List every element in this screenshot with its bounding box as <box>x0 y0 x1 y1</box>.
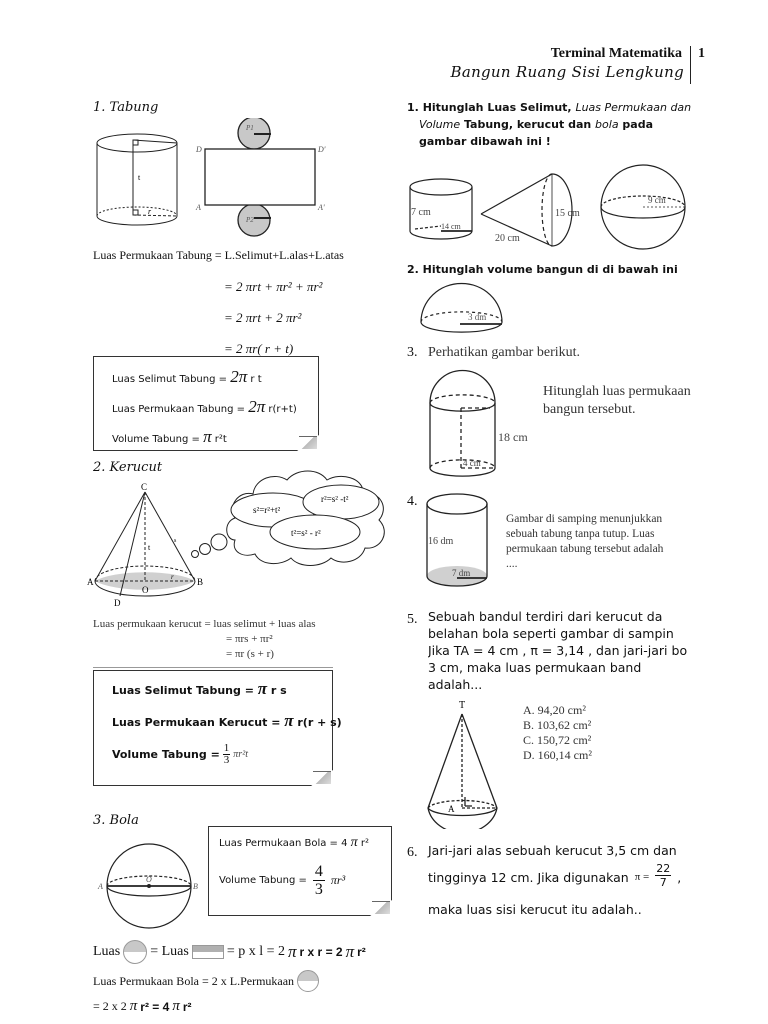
option-b[interactable]: B. 103,62 cm² <box>523 718 592 732</box>
note-line-volume: Volume Tabung = $\frac{1}{3}$ πr²t <box>112 742 248 766</box>
tabung-step-1: = 2 πrt + πr² + πr² <box>224 279 323 294</box>
kerucut-formula-note <box>93 670 342 786</box>
cylinder-radius-label: r <box>148 207 152 216</box>
sphere-diagram <box>92 830 202 930</box>
cone-label-B: B <box>197 577 204 587</box>
cylinder-figure <box>97 134 177 225</box>
cone-label-C: C <box>141 482 148 492</box>
hemisphere-radius-label: 3 dm <box>468 312 487 322</box>
question-1-figures <box>405 163 705 253</box>
question-2: 2. Hitunglah volume bangun di di bawah ini <box>407 263 678 276</box>
sphere-center-dot <box>147 884 151 888</box>
question-5-options <box>523 703 592 763</box>
kerucut-step-1: = πrs + πr² <box>226 633 273 645</box>
cone-figure <box>95 492 195 596</box>
net-label-A-prime: A' <box>318 203 325 212</box>
tabung-surface-formula-intro: Luas Permukaan Tabung = L.Selimut+L.alas+L.atas <box>93 248 344 262</box>
cylinder-net <box>205 118 315 236</box>
half-sphere-icon <box>297 970 319 992</box>
cone-slant-label: s <box>174 538 177 544</box>
question-3-instruction: Hitunglah luas permukaan bangun tersebut. <box>543 384 691 417</box>
question-6-line-2: tingginya 12 cm. Jika digunakan π = $\frac{22}{7}$ , <box>428 862 682 889</box>
fraction-one-third: $\frac{1}{3}$ <box>223 742 230 766</box>
question-6-line-3: maka luas sisi kerucut itu adalah.. <box>428 902 642 917</box>
thought-cloud <box>185 462 395 572</box>
header-subtitle: Bangun Ruang Sisi Lengkung <box>450 63 684 81</box>
kerucut-step-2: = πr (s + r) <box>226 648 274 660</box>
note-line-volume: Volume Tabung = $\frac{4}{3}$ πr³ <box>219 863 346 898</box>
open-cylinder-radius-label: 7 dm <box>452 568 471 578</box>
q1-cone-diameter-label: 15 cm <box>555 208 580 219</box>
open-cylinder-height-label: 16 dm <box>428 536 454 547</box>
section-heading-bola: 3. Bola <box>93 813 139 828</box>
open-cylinder-figure <box>422 488 497 598</box>
bola-formula-note <box>208 826 392 916</box>
note-line-volume: Volume Tabung = π r²t <box>112 427 227 446</box>
rectangle-icon <box>192 945 224 959</box>
cylinder-height-label: t <box>138 173 141 182</box>
question-4-number: 4. <box>407 494 418 509</box>
pendulum-label-T: T <box>459 700 466 711</box>
fraction-22-7: $\frac{22}{7}$ <box>656 862 671 889</box>
tabung-formula-note <box>93 356 319 451</box>
tabung-step-3: = 2 πr( r + t) <box>224 341 294 356</box>
tabung-step-2: = 2 πrt + 2 πr² <box>224 310 302 325</box>
header-divider <box>690 46 691 84</box>
half-sphere-icon <box>123 940 147 964</box>
cylinder-diagram <box>88 118 378 243</box>
q1-sphere <box>601 165 685 249</box>
sphere-label-O: O <box>146 875 152 884</box>
net-label-D-prime: D' <box>318 145 326 154</box>
capsule-radius-label: 4 cm <box>463 458 481 468</box>
question-3: 3. Perhatikan gambar berikut. <box>407 345 581 360</box>
kerucut-surface-formula-intro: Luas permukaan kerucut = luas selimut + luas alas <box>93 618 316 630</box>
option-a[interactable]: A. 94,20 cm² <box>523 703 586 717</box>
cone-label-O: O <box>142 585 149 595</box>
note-line-permukaan: Luas Permukaan Bola = 4 π r² <box>219 835 369 850</box>
cone-height-label: t <box>148 543 151 552</box>
cloud-formula-s: s²=r²+t² <box>253 505 281 515</box>
cloud-formula-r: r²=s² -t² <box>321 494 349 504</box>
cone-radius-label: r <box>171 573 174 581</box>
capsule-height-label: 18 cm <box>498 430 528 444</box>
question-5-text: Sebuah bandul terdiri dari kerucut da belahan bola seperti gambar di sampin Jika TA = 4 cm , π = 3,14 , dan jari-jari bo 3 cm, maka luas permukaan band adalah... <box>428 609 688 692</box>
option-d[interactable]: D. 160,14 cm² <box>523 748 592 762</box>
sphere-label-A: A <box>98 882 103 891</box>
bola-equation-1: Luas = Luas = p x l = 2 π r x r = 2 π r² <box>93 940 366 964</box>
net-label-A: A <box>196 203 201 212</box>
divider <box>93 667 333 668</box>
net-label-P1: P1 <box>246 124 254 132</box>
question-4-text: Gambar di samping menunjukkan sebuah tabung tanpa tutup. Luas permukaan tabung tersebut adalah .... <box>506 513 664 570</box>
bola-equation-3: = 2 x 2 π r² = 4 π r² <box>93 998 192 1014</box>
q1-cyl-radius-label: 14 cm <box>441 222 461 231</box>
q1-cone-slant-label: 20 cm <box>495 233 520 244</box>
bola-equation-2: Luas Permukaan Bola = 2 x L.Permukaan <box>93 970 319 992</box>
section-heading-kerucut: 2. Kerucut <box>93 460 163 475</box>
question-5-number: 5. <box>407 612 418 627</box>
sphere-label-B: B <box>193 882 198 891</box>
note-line-selimut: Luas Selimut Tabung = π r s <box>112 679 287 698</box>
header-title: Terminal Matematika <box>550 46 682 61</box>
net-label-D: D <box>196 145 202 154</box>
note-line-permukaan: Luas Permukaan Kerucut = π r(r + s) <box>112 711 342 730</box>
question-6-line-1: Jari-jari alas sebuah kerucut 3,5 cm dan <box>428 843 677 858</box>
net-label-P2: P2 <box>246 216 254 224</box>
cone-label-D: D <box>114 598 121 608</box>
fraction-four-thirds: $\frac{4}{3}$ <box>314 863 323 898</box>
hemisphere-figure <box>418 280 508 340</box>
pendulum-figure <box>418 694 508 829</box>
question-6-number: 6. <box>407 845 418 860</box>
pendulum-label-A: A <box>448 804 455 814</box>
cone-label-A: A <box>87 577 94 587</box>
capsule-figure <box>425 368 535 478</box>
note-line-selimut: Luas Selimut Tabung = 2π r t <box>112 367 262 386</box>
section-heading-tabung: 1. Tabung <box>93 100 159 115</box>
q1-cyl-height-label: 7 cm <box>411 207 431 218</box>
option-c[interactable]: C. 150,72 cm² <box>523 733 592 747</box>
page-number: 1 <box>698 46 705 61</box>
q1-sphere-radius-label: 9 cm <box>648 195 666 205</box>
note-line-permukaan: Luas Permukaan Tabung = 2π r(r+t) <box>112 397 297 416</box>
cloud-formula-t: t²=s² - r² <box>291 528 321 538</box>
question-1: 1. Hitunglah Luas Selimut, Luas Permukaan dan Volume Tabung, kerucut dan bola pada gambar dibawah ini ! <box>407 101 692 148</box>
